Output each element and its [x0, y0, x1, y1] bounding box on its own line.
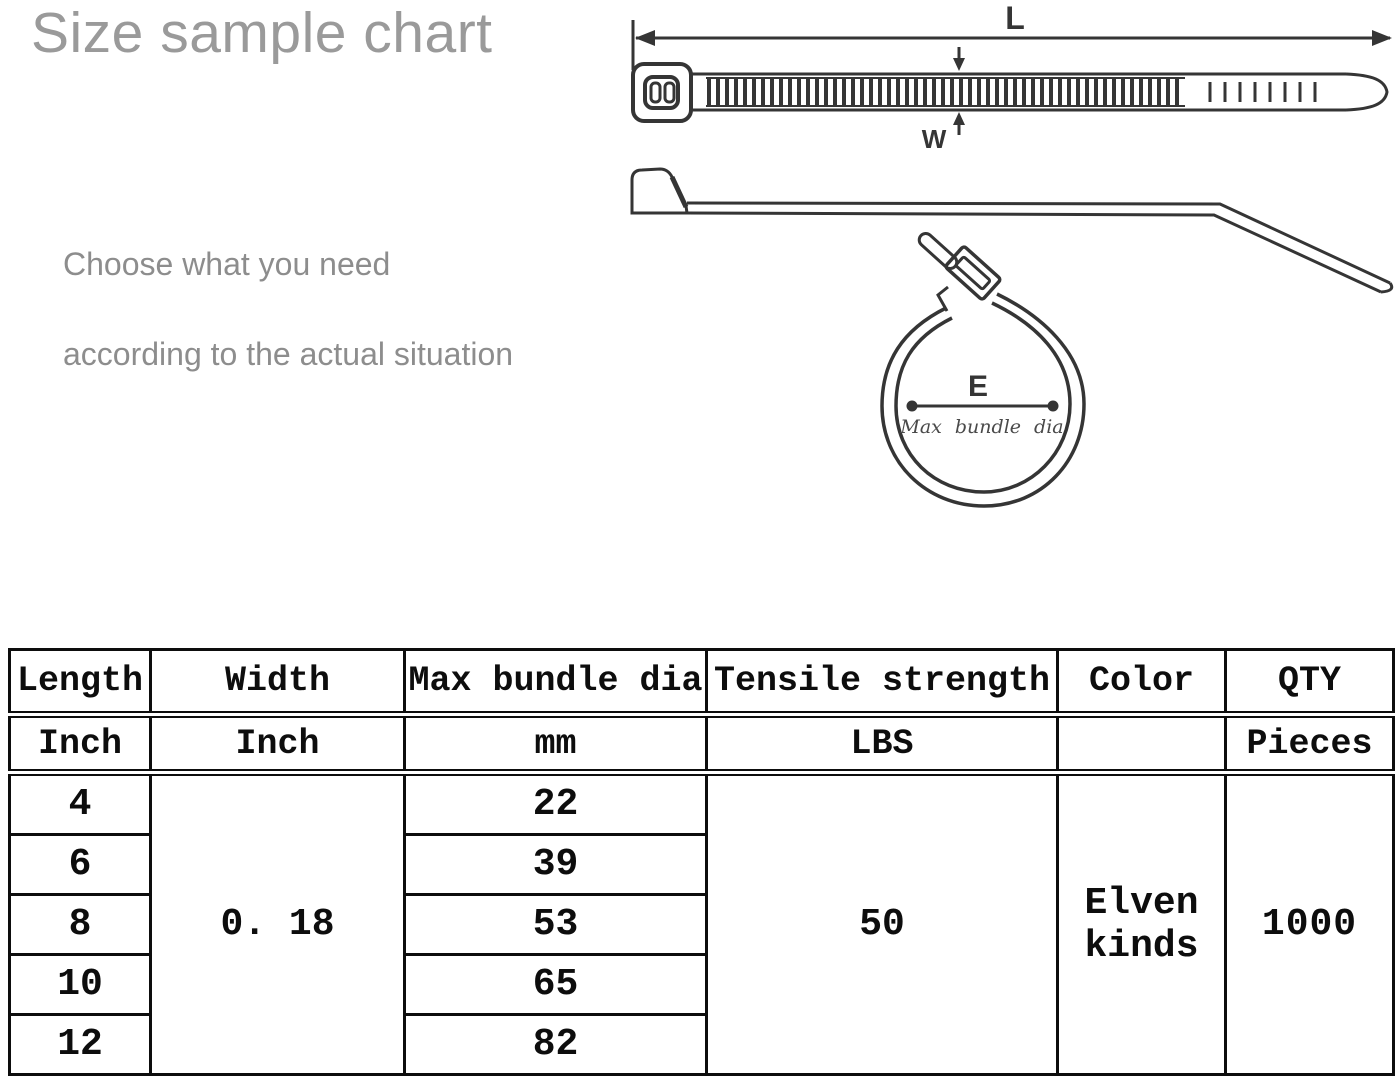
- unit-tensile: LBS: [707, 715, 1058, 773]
- header-row: [10, 650, 1394, 715]
- unit-color: [1058, 715, 1226, 773]
- dim-label-bundle-dia: E: [967, 370, 989, 403]
- unit-dia: mm: [405, 715, 707, 773]
- cable-tie-side-view: [632, 169, 1392, 292]
- unit-width: Inch: [151, 715, 405, 773]
- length-cell: 6: [10, 835, 151, 895]
- dim-endpoint-left: [907, 401, 918, 412]
- dim-endpoint-right: [1048, 401, 1059, 412]
- dia-cell: 53: [405, 895, 707, 955]
- qty-value-cell: 1000: [1226, 773, 1394, 1075]
- width-value-cell: 0. 18: [151, 773, 405, 1075]
- dia-cell: 65: [405, 955, 707, 1015]
- cable-tie-top-view: [633, 64, 1387, 121]
- length-cell: 4: [10, 773, 151, 835]
- col-header-width: Width: [151, 650, 405, 715]
- loop-head: [945, 246, 1001, 300]
- arrow-up-icon: [953, 112, 965, 125]
- dia-cell: 22: [405, 773, 707, 835]
- length-cell: 10: [10, 955, 151, 1015]
- arrow-down-icon: [953, 58, 965, 71]
- cable-tie-loop-view: [882, 231, 1084, 506]
- col-header-qty: QTY: [1226, 650, 1394, 715]
- color-value-cell: Elven kinds: [1058, 773, 1226, 1075]
- note-line-1: Choose what you need: [63, 246, 391, 282]
- tensile-value-cell: 50: [707, 773, 1058, 1075]
- strap-teeth: [709, 78, 1177, 106]
- dim-label-width: W: [921, 124, 947, 154]
- dia-cell: 82: [405, 1015, 707, 1075]
- loop-tail: [917, 231, 960, 271]
- col-header-dia: Max bundle dia: [405, 650, 707, 715]
- dim-label-length: L: [1005, 0, 1025, 36]
- col-header-length: Length: [10, 650, 151, 715]
- units-row: [10, 715, 1394, 773]
- arrow-left-icon: [635, 30, 655, 46]
- length-cell: 12: [10, 1015, 151, 1075]
- length-cell: 8: [10, 895, 151, 955]
- unit-length: Inch: [10, 715, 151, 773]
- size-spec-table: [8, 648, 1395, 1076]
- dia-cell: 39: [405, 835, 707, 895]
- col-header-color: Color: [1058, 650, 1226, 715]
- note-line-2: according to the actual situation: [63, 336, 514, 372]
- page-title: Size sample chart: [31, 1, 493, 65]
- arrow-right-icon: [1372, 30, 1392, 46]
- col-header-tensile: Tensile strength: [707, 650, 1058, 715]
- strap-tip-marks: [1210, 82, 1315, 102]
- table-row: [10, 773, 1394, 835]
- bundle-dia-caption: Max bundle dia: [900, 416, 1064, 438]
- unit-qty: Pieces: [1226, 715, 1394, 773]
